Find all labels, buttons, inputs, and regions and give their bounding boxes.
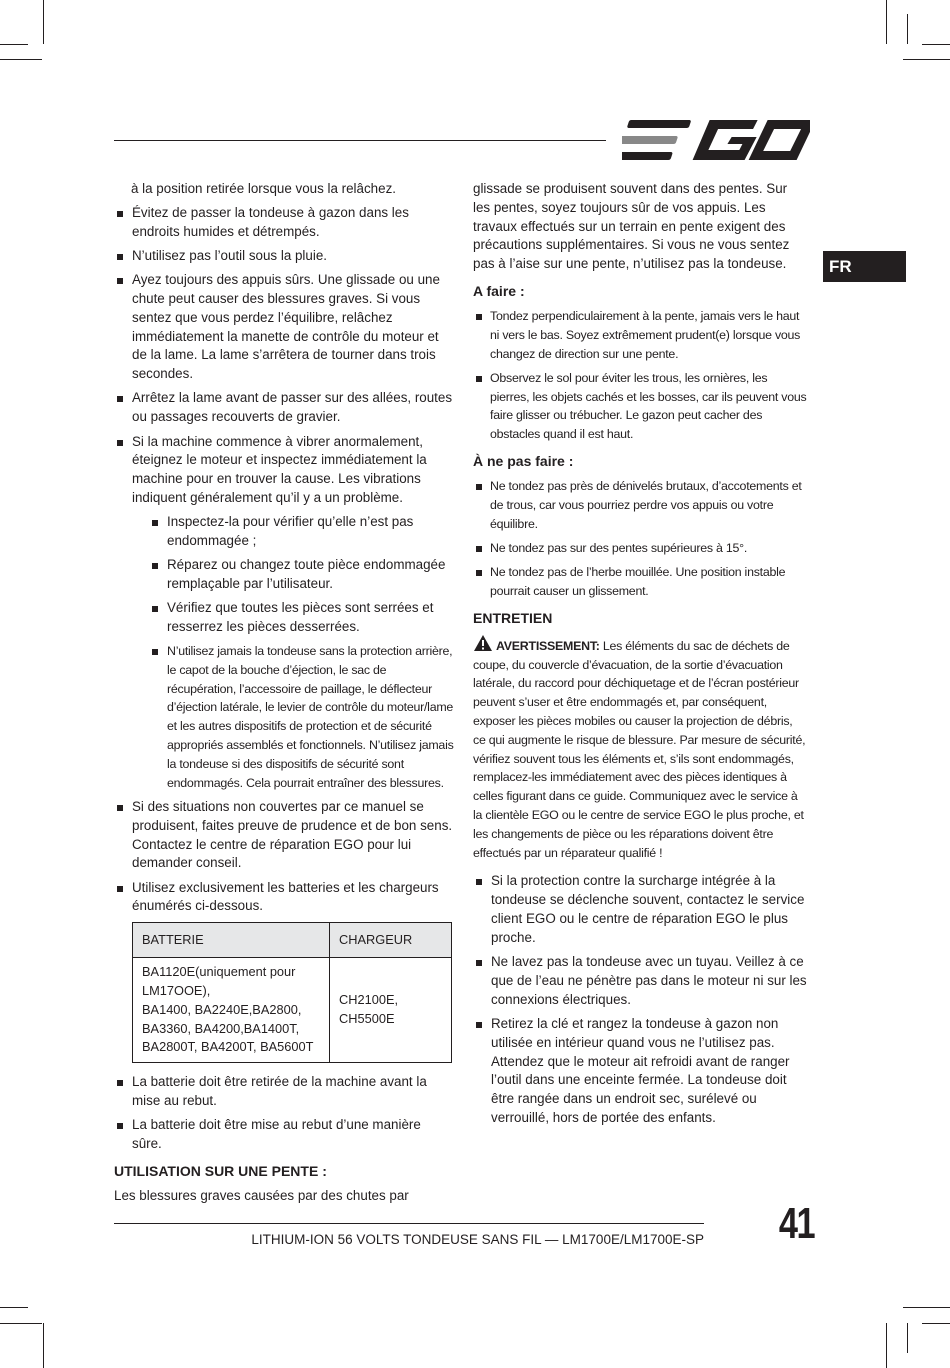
slope-heading: UTILISATION SUR UNE PENTE :: [114, 1162, 327, 1179]
maintenance-list: [473, 872, 807, 1127]
table-header-row: [133, 923, 452, 958]
do-list: [473, 307, 807, 444]
list-item: Ne lavez pas la tondeuse avec un tuyau. Veillez à ce que de l’eau ne pénètre pas dans le moteur ni sur les connexions électriques.: [473, 953, 807, 1009]
right-column: [473, 180, 807, 1133]
continuation-text: glissade se produisent souvent dans des pentes. Sur les pentes, soyez toujours sûr de vos appuis. Les travaux effectués sur un terrain en pente exigent des précautions supplémentaires. Si vous ne vous sentez pas à l’aise sur une pente, n’utilisez pas la tondeuse.: [473, 181, 790, 272]
charger-cell: [330, 958, 452, 1063]
battery-line: BA1400, BA2240E,BA2800,: [142, 1001, 302, 1017]
list-item: Ne tondez pas sur des pentes supérieures à 15°.: [473, 539, 807, 558]
crop-mark: [903, 1307, 950, 1308]
list-item: Tondez perpendiculairement à la pente, jamais vers le haut ni vers le bas. Soyez extrêmement prudent(e) lorsque vous changez de direction sur une pente.: [473, 307, 807, 363]
dont-list: [473, 477, 807, 601]
battery-charger-table: [132, 922, 452, 1063]
sub-list-item: N’utilisez jamais la tondeuse sans la protection arrière, le capot de la bouche d’éjection, le sac de récupération, l’accessoire de paillage, le déflecteur d’éjection latérale, le levier de contrôle du moteur/lame et les autres dispositifs de protection et de sécurité appropriés assemblés et fonctionnels. N’utilisez jamais la tondeuse si des dispositifs de sécurité sont endommagés. Cela pourrait entraîner des blessures.: [149, 642, 454, 792]
battery-line: BA2800T, BA4200T, BA5600T: [142, 1039, 314, 1055]
list-item: Utilisez exclusivement les batteries et les chargeurs énumérés ci-dessous.: [114, 879, 454, 917]
list-item: La batterie doit être retirée de la machine avant la mise au rebut.: [114, 1073, 454, 1111]
warning-icon: [473, 634, 493, 652]
list-item: La batterie doit être mise au rebut d’une manière sûre.: [114, 1116, 454, 1154]
crop-mark: [43, 1323, 44, 1368]
table-header-cell: CHARGEUR: [330, 923, 452, 958]
warning-text: Les éléments du sac de déchets de coupe, du couvercle d’évacuation, de la sortie d’évacuation latérale, du raccord pour déchiquetage et de l’écran postérieur peuvent s’user et être endommagés et, par conséquent, exposer les pièces mobiles ou causer la projection de débris, ce qui augmente le risque de blessure. Par mesure de sécurité, vérifiez souvent tous les éléments et, s’ils sont endommagés, remplacez-les immédiatement avec des pièces identiques à celles figurant dans ce guide. Communiquez avec le service à la clientèle EGO ou le centre de service EGO le plus proche, et les changements de pièce ou les réparations doivent être effectués par un réparateur qualifié !: [473, 638, 806, 860]
list-item: Si des situations non couvertes par ce manuel se produisent, faites preuve de prudence et de bon sens. Contactez le centre de réparation EGO pour lui demander conseil.: [114, 798, 454, 873]
maintenance-heading: ENTRETIEN: [473, 609, 553, 626]
crop-mark: [886, 1323, 887, 1368]
sub-list-item: Réparez ou changez toute pièce endommagée remplaçable par l’utilisateur.: [149, 556, 454, 594]
list-item: Arrêtez la lame avant de passer sur des allées, routes ou passages recouverts de gravier.: [114, 389, 454, 427]
crop-mark: [0, 1323, 42, 1324]
battery-line: LM17OOE),: [142, 982, 211, 998]
warning-paragraph: [473, 634, 807, 863]
list-item: Si la protection contre la surcharge intégrée à la tondeuse se déclenche souvent, contactez le service client EGO ou le centre de réparation EGO le plus proche.: [473, 872, 807, 947]
safety-list: [114, 204, 454, 916]
dont-heading: À ne pas faire :: [473, 453, 574, 470]
language-tab: FR: [823, 251, 906, 282]
list-item: Observez le sol pour éviter les trous, les ornières, les pierres, les objets cachés et les bosses, car ils peuvent vous faire glisser ou trébucher. Le gazon peut cacher des obstacles quand il est haut.: [473, 369, 807, 444]
crop-mark: [922, 44, 950, 45]
crop-mark: [886, 0, 887, 44]
battery-line: BA1120E(uniquement pour: [142, 964, 296, 980]
warning-label: AVERTISSEMENT:: [496, 638, 600, 653]
list-item: [114, 433, 454, 793]
crop-mark: [907, 1323, 908, 1353]
table-header-cell: BATTERIE: [133, 923, 330, 958]
footer-rule: [114, 1223, 704, 1224]
sub-list-item: Inspectez-la pour vérifier qu’elle n’est pas endommagée ;: [149, 513, 454, 551]
battery-line: BA3360, BA4200,BA1400T,: [142, 1020, 300, 1036]
vibration-sublist: [132, 513, 454, 793]
crop-mark: [922, 1323, 950, 1324]
crop-mark: [0, 44, 28, 45]
battery-cell: [133, 958, 330, 1063]
list-item: N’utilisez pas l’outil sous la pluie.: [114, 247, 454, 266]
charger-line: CH2100E,: [339, 992, 399, 1008]
crop-mark: [43, 0, 44, 44]
battery-disposal-list: [114, 1073, 454, 1154]
crop-mark: [903, 59, 950, 60]
page-number: 41: [778, 1199, 814, 1248]
footer-title: LITHIUM-ION 56 VOLTS TONDEUSE SANS FIL — LM1700E/LM1700E-SP: [251, 1232, 704, 1247]
ego-logo: [622, 118, 810, 162]
crop-mark: [0, 59, 42, 60]
slope-text: Les blessures graves causées par des chutes par: [114, 1187, 409, 1203]
table-row: [133, 958, 452, 1063]
crop-mark: [0, 1307, 28, 1308]
list-item: Retirez la clé et rangez la tondeuse à gazon non utilisée en intérieur quand vous ne l’utilisez pas. Attendez que le moteur ait refroidi avant de ranger l’outil dans une enceinte fermée. La tondeuse doit être rangée dans un endroit sec, surélevé ou verrouillé, hors de portée des enfants.: [473, 1015, 807, 1128]
sub-list-item: Vérifiez que toutes les pièces sont serrées et resserrez les pièces desserrées.: [149, 599, 454, 637]
left-column: [114, 180, 454, 1206]
list-item: Évitez de passer la tondeuse à gazon dans les endroits humides et détrempés.: [114, 204, 454, 242]
list-item: Ne tondez pas près de dénivelés brutaux, d’accotements et de trous, car vous pourriez perdre vos appuis ou votre équilibre.: [473, 477, 807, 533]
vibration-text: Si la machine commence à vibrer anormalement, éteignez le moteur et inspectez immédiatement la machine pour en trouver la cause. Les vibrations indiquent généralement qu’il y a un problème.: [132, 433, 427, 505]
list-item: Ne tondez pas de l’herbe mouillée. Une position instable pourrait causer un glissement.: [473, 563, 807, 601]
charger-line: CH5500E: [339, 1011, 395, 1027]
crop-mark: [907, 14, 908, 44]
header-rule: [114, 140, 606, 141]
continuation-text: à la position retirée lorsque vous la relâchez.: [131, 181, 396, 196]
list-item: Ayez toujours des appuis sûrs. Une glissade ou une chute peut causer des blessures graves. Si vous sentez que vous perdez l’équilibre, relâchez immédiatement la manette de contrôle du moteur et de la lame. La lame s’arrêtera de tourner dans trois secondes.: [114, 271, 454, 384]
do-heading: A faire :: [473, 282, 525, 299]
